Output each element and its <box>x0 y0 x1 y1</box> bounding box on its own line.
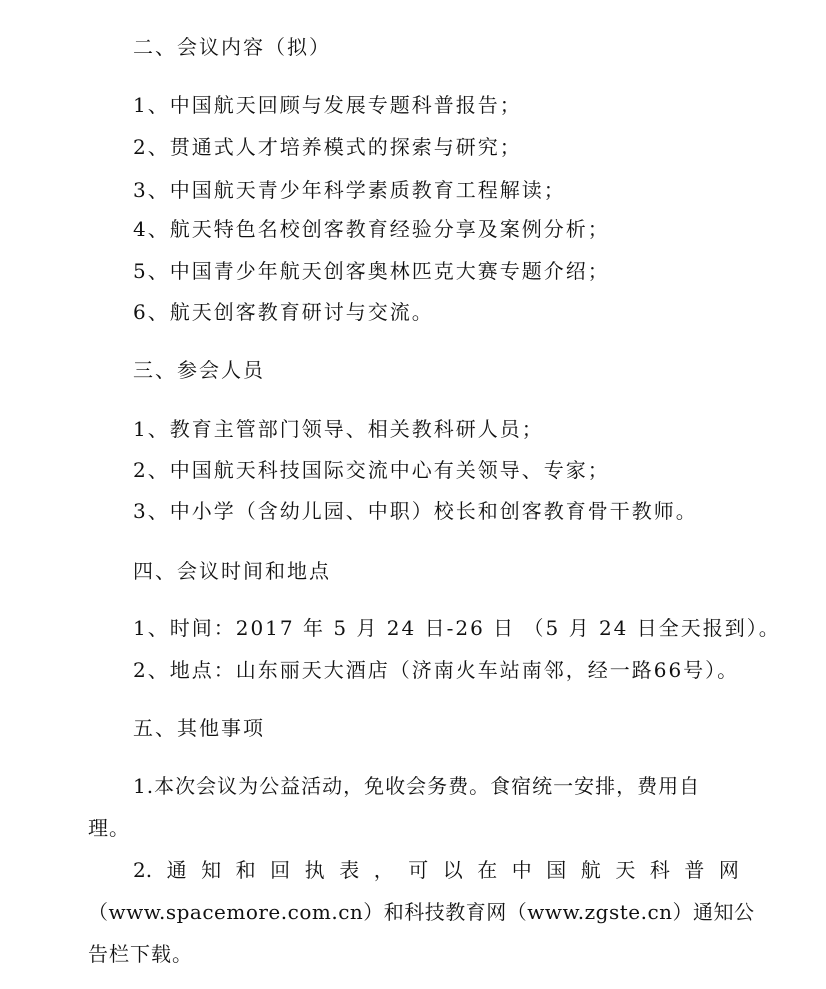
justified-char: 知 <box>201 858 222 882</box>
justified-char: 网 <box>718 858 739 882</box>
justified-char: 国 <box>546 858 567 882</box>
list-item: 1、中国航天回顾与发展专题科普报告； <box>133 93 522 117</box>
justified-char: 中 <box>511 858 532 882</box>
list-item: 6、航天创客教育研讨与交流。 <box>133 300 434 324</box>
justified-char: 2. <box>133 858 153 882</box>
justified-char: 可 <box>408 858 429 882</box>
list-item-place: 2、地点：山东丽天大酒店（济南火车站南邻，经一路66号）。 <box>133 658 740 682</box>
paragraph-line: 理。 <box>88 816 130 840</box>
list-item: 2、贯通式人才培养模式的探索与研究； <box>133 135 522 159</box>
paragraph-line-justified <box>133 856 739 884</box>
list-item: 1、教育主管部门领导、相关教科研人员； <box>133 417 544 441</box>
justified-char: ， <box>373 858 394 882</box>
list-item-time: 1、时间：2017 年 5 月 24 日-26 日 （5 月 24 日全天报到）。 <box>133 616 781 640</box>
justified-char: 普 <box>684 858 705 882</box>
section-heading-attendees: 三、参会人员 <box>133 358 265 382</box>
justified-char: 航 <box>580 858 601 882</box>
paragraph-line: 告栏下载。 <box>88 942 193 966</box>
section-heading-other: 五、其他事项 <box>133 716 265 740</box>
justified-char: 科 <box>649 858 670 882</box>
justified-char: 表 <box>339 858 360 882</box>
list-item: 4、航天特色名校创客教育经验分享及案例分析； <box>133 217 610 241</box>
justified-char: 天 <box>615 858 636 882</box>
list-item: 5、中国青少年航天创客奥林匹克大赛专题介绍； <box>133 259 610 283</box>
justified-char: 以 <box>442 858 463 882</box>
list-item: 3、中国航天青少年科学素质教育工程解读； <box>133 178 566 202</box>
justified-char: 通 <box>166 858 187 882</box>
section-heading-time-place: 四、会议时间和地点 <box>133 559 331 583</box>
paragraph-line: 1.本次会议为公益活动，免收会务费。食宿统一安排，费用自 <box>133 774 701 798</box>
section-heading-content: 二、会议内容（拟） <box>133 35 331 59</box>
justified-char: 在 <box>477 858 498 882</box>
paragraph-line-urls: （www.spacemore.com.cn）和科技教育网（www.zgste.cn）通知公 <box>88 900 755 924</box>
justified-char: 回 <box>270 858 291 882</box>
justified-char: 执 <box>304 858 325 882</box>
list-item: 3、中小学（含幼儿园、中职）校长和创客教育骨干教师。 <box>133 499 698 523</box>
justified-char: 和 <box>235 858 256 882</box>
list-item: 2、中国航天科技国际交流中心有关领导、专家； <box>133 458 610 482</box>
